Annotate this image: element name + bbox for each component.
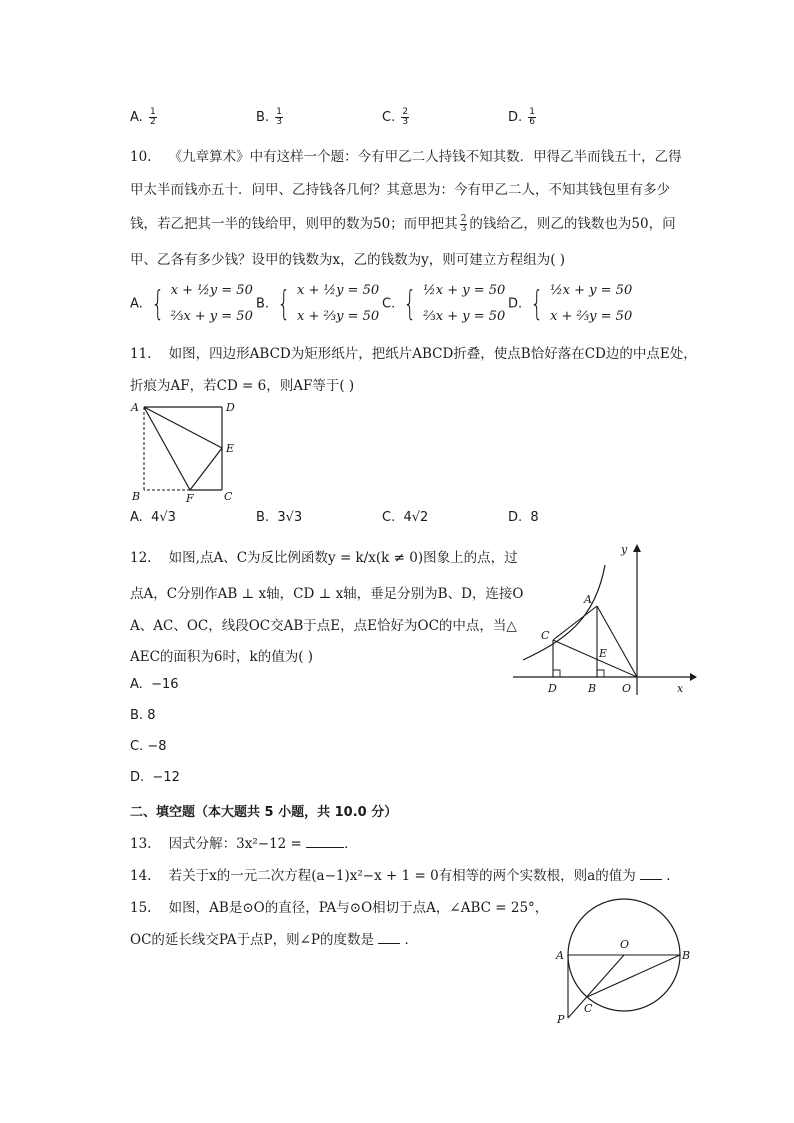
q15-figure [550,893,700,1028]
q11-line1: 11. 如图，四边形ABCD为矩形纸片，把纸片ABCD折叠，使点B恰好落在CD边的中点E处， [130,346,697,362]
q14-answer-blank[interactable] [640,865,662,880]
q11-label-a: A [131,401,139,414]
q12-label-b: B [588,682,597,695]
q15-label-a: A [556,949,564,962]
q11-option-c[interactable]: C. 4√2 [382,510,429,525]
q11-label-f: F [186,492,194,505]
q10-option-c[interactable]: C. { ½x + y = 50 ⅔x + y = 50 [382,283,506,324]
q12-option-c[interactable]: C. −8 [130,739,167,754]
q12-segment-ac [553,606,597,640]
q11-segment-ef [190,448,222,490]
q15-chord-bc [587,955,680,997]
question-14: 14. 若关于x的一元二次方程(a−1)x²−x + 1 = 0有相等的两个实数根，则a的值为 ． [130,864,680,884]
q11-option-d[interactable]: D. 8 [508,510,539,525]
q15-line-op [568,955,624,1018]
q11-option-a[interactable]: A. 4√3 [130,510,176,525]
q11-label-c: C [224,490,233,503]
q12-label-x: x [677,682,684,695]
q11-figure [128,398,248,508]
q10-number: 10. [130,149,152,165]
q10-option-a[interactable]: A. { x + ½y = 50 ⅔x + y = 50 [130,283,253,324]
q15-line1: 15. 如图，AB是⊙O的直径，PA与⊙O相切于点A，∠ABC = 25°， [130,900,549,916]
q9-c-denominator: 3 [402,117,409,127]
q13-answer-blank[interactable] [306,833,344,848]
q11-line2: 折痕为AF，若CD = 6，则AF等于( ) [130,378,355,394]
q12-option-d[interactable]: D. −12 [130,770,180,785]
q9-c-numerator: 2 [402,107,409,117]
brace-icon: { [277,284,291,324]
q12-right-angle-b [597,670,604,677]
q11-label-b: B [132,490,141,503]
q9-option-d[interactable]: D. $\frac{1}{6}$ [508,107,536,127]
q13-number: 13. [130,836,152,852]
q9-b-numerator: 1 [276,107,282,117]
q15-label-p: P [557,1013,565,1026]
q12-line3: A、AC、OC，线段OC交AB于点E，点E恰好为OC的中点，当△ [130,618,517,634]
q12-line2: 点A，C分别作AB ⊥ x轴，CD ⊥ x轴，垂足分别为B、D，连接O [130,586,524,602]
q10-option-b[interactable]: B. { x + ½y = 50 x + ⅔y = 50 [256,283,380,324]
q12-option-a[interactable]: A. −16 [130,677,179,692]
q12-line1: 12. 如图,点A、C为反比例函数y = k/x(k ≠ 0)图象上的点，过 [130,550,518,566]
brace-icon: { [530,284,544,324]
q15-line2: OC的延长线交PA于点P，则∠P的度数是 ． [130,928,418,948]
q14-number: 14. [130,868,152,884]
q12-label-a: A [584,593,592,606]
q9-d-denominator: 6 [529,117,536,127]
q12-number: 12. [130,550,152,566]
q9-b-denominator: 3 [276,117,282,127]
q15-label-b: B [682,949,691,962]
q15-label-c: C [584,1002,593,1015]
q12-hyperbola-curve [523,565,608,660]
q10-line3: 钱，若乙把其一半的钱给甲，则甲的数为50；而甲把其 $\frac{2}{3}$ 的钱给乙，则乙的钱数也为50，问 [130,214,676,234]
q12-label-e: E [599,647,608,660]
q9-a-denominator: 2 [149,117,156,127]
q10-option-d[interactable]: D. { ½x + y = 50 x + ⅔y = 50 [508,283,633,324]
q12-label-d: D [548,682,557,695]
q11-number: 11. [130,346,152,362]
q12-label-c: C [541,629,550,642]
q9-a-numerator: 1 [149,107,156,117]
q9-d-numerator: 1 [529,107,536,117]
q12-segment-co [553,640,637,677]
q10-line1: 10. 《九章算术》中有这样一个题：今有甲乙二人持钱不知其数．甲得乙半而钱五十，乙得 [130,149,682,165]
q9-option-a[interactable]: A. $\frac{1}{2}$ [130,107,156,127]
q9-option-c[interactable]: C. $\frac{2}{3}$ [382,107,409,127]
q12-label-o: O [622,682,632,695]
q11-label-d: D [226,401,235,414]
q12-figure [505,540,705,700]
q10-line2: 甲太半而钱亦五十．问甲、乙持钱各几何？其意思为：今有甲乙二人，不知其钱包里有多少 [130,182,670,198]
q15-label-o: O [620,938,630,951]
section-title-fill-in: 二、填空题（本大题共 5 小题，共 10.0 分） [130,805,398,820]
q12-y-arrow-icon [633,544,641,552]
question-13: 13. 因式分解：3x²−12 = ． [130,832,358,852]
q10-line4: 甲、乙各有多少钱？设甲的钱数为x，乙的钱数为y，则可建立方程组为( ) [130,252,566,268]
q12-right-angle-d [553,670,560,677]
q12-option-b[interactable]: B. 8 [130,708,156,723]
q15-answer-blank[interactable] [378,929,400,944]
brace-icon: { [403,284,417,324]
q9-option-b[interactable]: B. $\frac{1}{3}$ [256,107,282,127]
q15-number: 15. [130,900,152,916]
brace-icon: { [151,284,165,324]
q11-label-e: E [226,442,235,455]
q12-x-arrow-icon [690,673,697,681]
q11-option-b[interactable]: B. 3√3 [256,510,303,525]
q12-line4: AEC的面积为6时，k的值为( ) [130,649,314,665]
q12-segment-ao [597,606,637,677]
q12-label-y: y [621,543,628,556]
